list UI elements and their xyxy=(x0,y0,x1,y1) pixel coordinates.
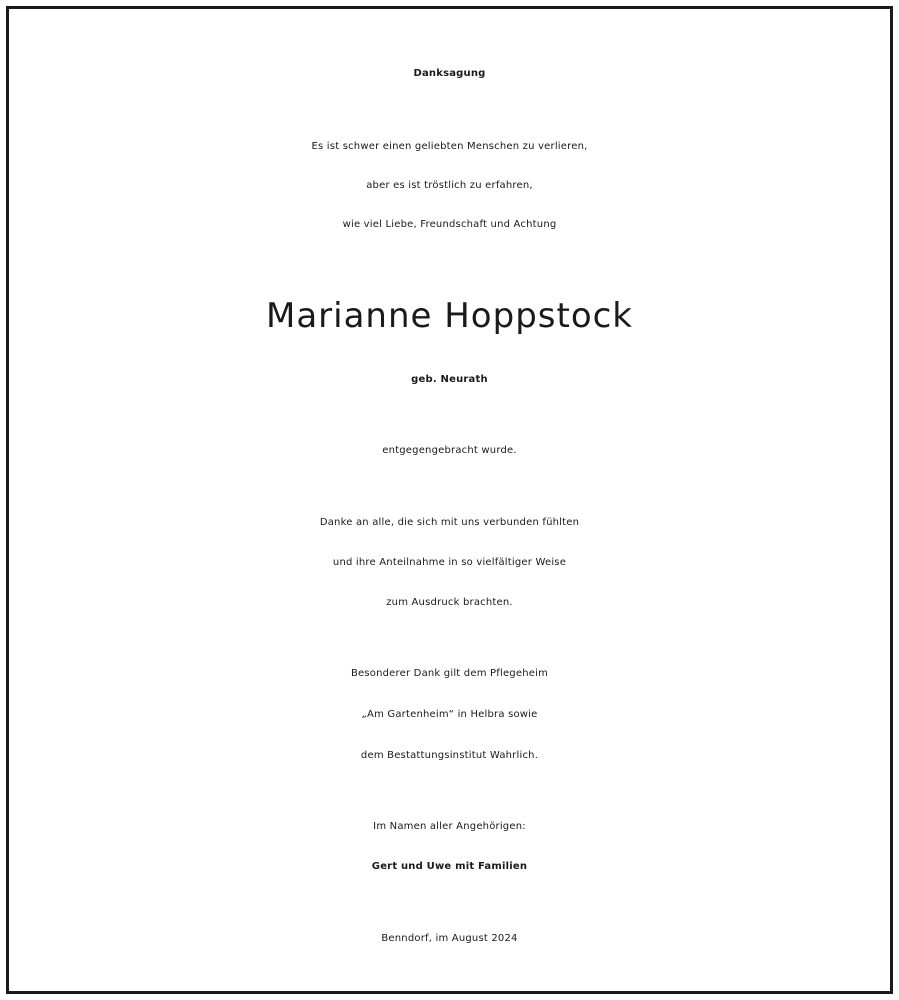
intro-line-1: Es ist schwer einen geliebten Menschen zu verlieren, xyxy=(311,141,588,152)
special-thanks-line-3: dem Bestattungsinstitut Wahrlich. xyxy=(360,750,539,761)
signature-names: Gert und Uwe mit Familien xyxy=(371,861,528,872)
place-date: Benndorf, im August 2024 xyxy=(381,933,518,944)
signature-intro: Im Namen aller Angehörigen: xyxy=(373,821,526,832)
maiden-name: geb. Neurath xyxy=(411,374,488,385)
special-thanks-line-1: Besonderer Dank gilt dem Pflegeheim xyxy=(350,668,549,679)
thanks-line-1: Danke an alle, die sich mit uns verbunden fühlten xyxy=(319,517,580,528)
deceased-name: Marianne Hoppstock xyxy=(265,296,633,336)
thanks-line-3: zum Ausdruck brachten. xyxy=(386,597,513,608)
thanks-line-2: und ihre Anteilnahme in so vielfältiger Weise xyxy=(332,557,567,568)
intro-line-3: wie viel Liebe, Freundschaft und Achtung xyxy=(342,219,557,230)
notice-heading: Danksagung xyxy=(413,68,486,79)
special-thanks-line-2: „Am Gartenheim“ in Helbra sowie xyxy=(361,709,538,720)
intro-end-line: entgegengebracht wurde. xyxy=(382,445,517,456)
intro-line-2: aber es ist tröstlich zu erfahren, xyxy=(366,180,533,191)
